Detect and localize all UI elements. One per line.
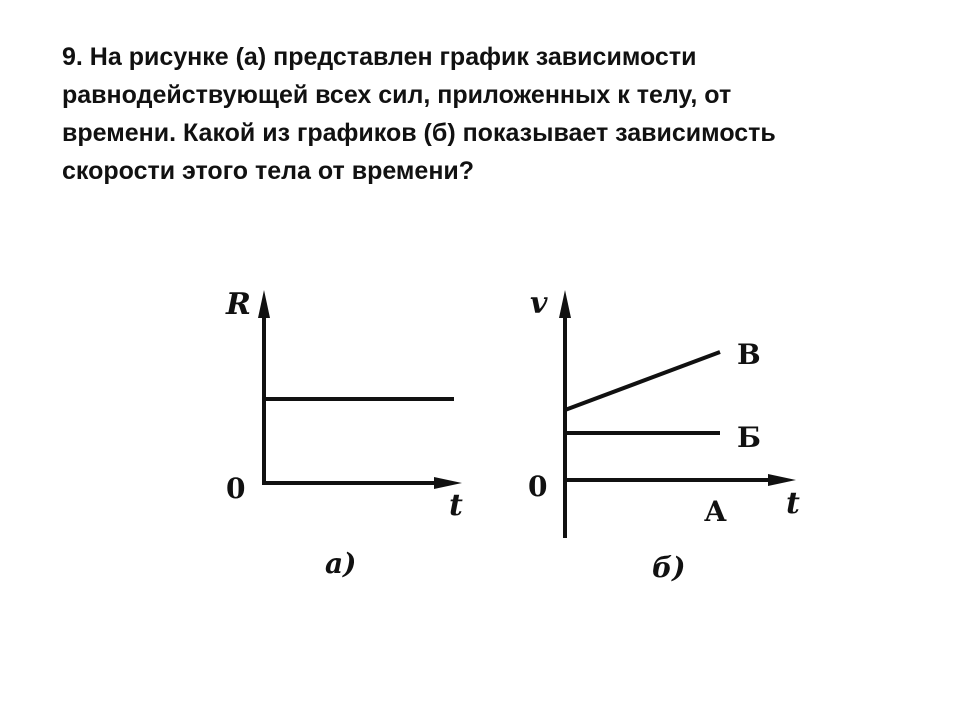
graph-b-label-zero: А bbox=[704, 495, 727, 528]
graph-b-label-constant: Б bbox=[737, 421, 761, 454]
graph-b-y-label: v bbox=[530, 286, 548, 321]
graph-b bbox=[528, 286, 800, 584]
graph-b-line-rising bbox=[565, 352, 720, 410]
graph-b-origin-label: 0 bbox=[528, 470, 548, 503]
graph-a-y-arrow bbox=[258, 290, 270, 318]
graph-a-y-label: R bbox=[226, 287, 251, 322]
graph-b-label-rising: В bbox=[737, 338, 761, 371]
question-line-4: скорости этого тела от времени? bbox=[62, 157, 475, 185]
question-line-1: 9. На рисунке (а) представлен график зависимости bbox=[62, 43, 697, 71]
graph-a-x-label: t bbox=[449, 488, 463, 523]
graph-a-caption: а) bbox=[325, 547, 357, 580]
graph-b-y-arrow bbox=[559, 290, 571, 318]
graph-b-x-label: t bbox=[786, 486, 800, 521]
graph-b-caption: б) bbox=[652, 551, 686, 584]
graph-b-x-arrow bbox=[768, 474, 796, 486]
graph-a bbox=[225, 287, 463, 580]
question-line-3: времени. Какой из графиков (б) показывает зависимость bbox=[62, 119, 776, 147]
graph-a-origin-label: 0 bbox=[226, 472, 246, 505]
question-line-2: равнодействующей всех сил, приложенных к телу, от bbox=[62, 81, 732, 109]
